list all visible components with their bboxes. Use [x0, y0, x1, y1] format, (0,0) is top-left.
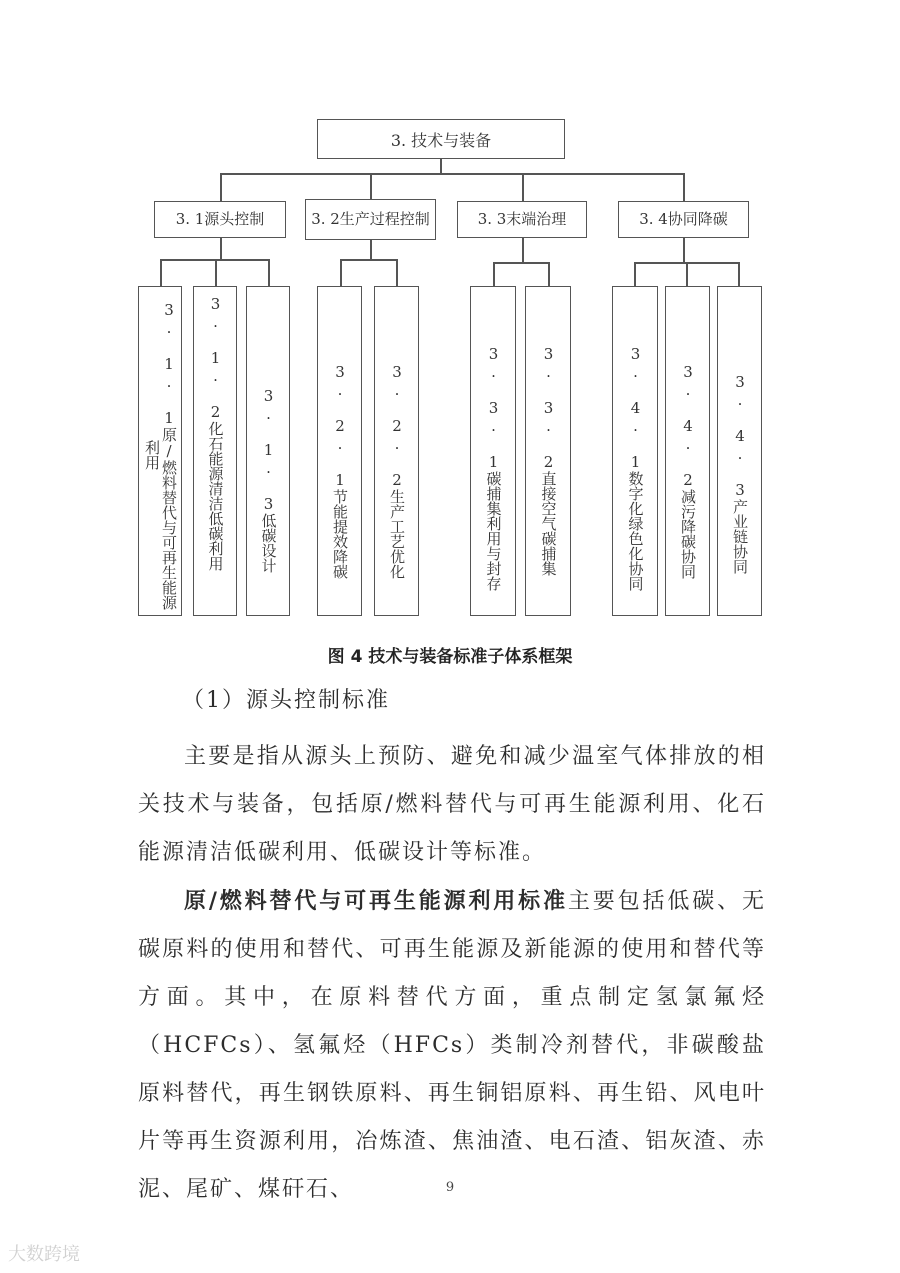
connector — [370, 240, 372, 259]
leaf-node: 3. 1. 3低碳设计 — [246, 286, 290, 616]
paragraph-text: 主要包括低碳、无碳原料的使用和替代、可再生能源及新能源的使用和替代等方面。其中，在原料替代方面，重点制定氢氯氟烃（HCFCs）、氢氟烃（HFCs）类制冷剂替代，非碳酸盐原料替代，再生钢铁原料、再生铜铝原料、再生铅、风电叶片等再生资源利用，冶炼渣、焦油渣、电石渣、铝灰渣、赤泥、尾矿、煤矸石、 — [138, 889, 766, 1202]
root-node: 3. 技术与装备 — [317, 119, 565, 159]
connector — [493, 262, 549, 264]
paragraph — [138, 877, 766, 1214]
connector — [396, 259, 398, 286]
leaf-node: 3. 4. 3产业链协同 — [717, 286, 762, 616]
connector — [683, 238, 685, 262]
leaf-node: 3. 1. 1原/燃料替代与可再生能源利用 — [138, 286, 182, 616]
leaf-node: 3. 2. 1节能提效降碳 — [317, 286, 362, 616]
connector — [220, 238, 222, 259]
bold-term: 原/燃料替代与可再生能源利用标准 — [184, 888, 568, 914]
leaf-node: 3. 3. 2直接空气碳捕集 — [525, 286, 571, 616]
connector — [738, 262, 740, 286]
connector — [686, 262, 688, 286]
leaf-node: 3. 1. 2化石能源清洁低碳利用 — [193, 286, 237, 616]
watermark: 大数跨境 — [8, 1244, 80, 1265]
connector — [268, 259, 270, 286]
connector — [522, 238, 524, 262]
leaf-node: 3. 3. 1碳捕集利用与封存 — [470, 286, 516, 616]
connector — [220, 173, 683, 175]
figure-caption: 图 4 技术与装备标准子体系框架 — [327, 647, 573, 667]
connector — [522, 173, 524, 201]
leaf-node: 3. 2. 2生产工艺优化 — [374, 286, 419, 616]
page-number: 9 — [445, 1180, 455, 1195]
connector — [370, 173, 372, 199]
leaf-node: 3. 4. 1数字化绿色化协同 — [612, 286, 658, 616]
section-heading: （1）源头控制标准 — [182, 688, 390, 713]
paragraph: 主要是指从源头上预防、避免和减少温室气体排放的相关技术与装备，包括原/燃料替代与可再生能源利用、化石能源清洁低碳利用、低碳设计等标准。 — [138, 744, 766, 865]
category-node: 3. 4协同降碳 — [618, 201, 749, 238]
connector — [215, 259, 217, 286]
connector — [340, 259, 342, 286]
connector — [683, 173, 685, 201]
connector — [160, 259, 162, 286]
connector — [220, 173, 222, 201]
category-node: 3. 1源头控制 — [154, 201, 286, 238]
category-node: 3. 3末端治理 — [457, 201, 587, 238]
connector — [493, 262, 495, 286]
connector — [340, 259, 397, 261]
category-node: 3. 2生产过程控制 — [305, 199, 436, 240]
connector — [634, 262, 636, 286]
leaf-node: 3. 4. 2减污降碳协同 — [665, 286, 710, 616]
connector — [548, 262, 550, 286]
connector — [440, 159, 442, 174]
